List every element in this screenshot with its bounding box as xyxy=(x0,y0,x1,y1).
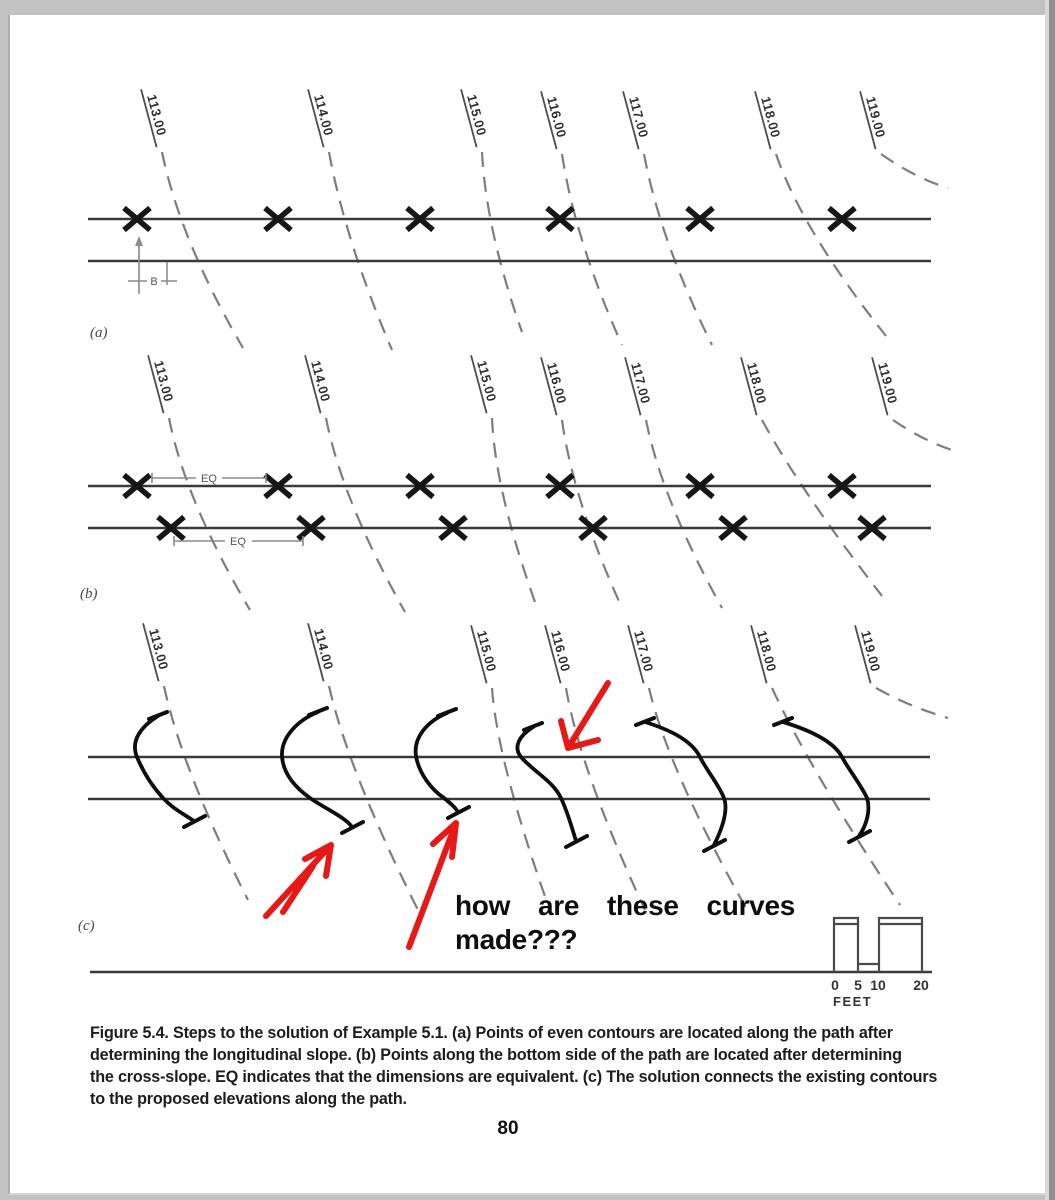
svg-text:116.00: 116.00 xyxy=(548,628,574,674)
svg-text:118.00: 118.00 xyxy=(754,628,780,674)
contour-label xyxy=(143,619,174,681)
contour-lines-b xyxy=(169,418,958,612)
svg-text:114.00: 114.00 xyxy=(308,358,334,404)
caption-line: determining the longitudinal slope. (b) Points along the bottom side of the path are located after determining xyxy=(90,1045,902,1064)
contour-label xyxy=(755,87,786,149)
contour-label xyxy=(872,353,903,415)
contour-label xyxy=(541,353,572,415)
path-edges-c xyxy=(88,757,930,799)
eq-dimension-top xyxy=(152,473,266,485)
b-dimension-label: B xyxy=(150,276,158,288)
red-arrow-down xyxy=(561,683,608,748)
panel-label-a: (a) xyxy=(90,325,108,341)
svg-text:115.00: 115.00 xyxy=(474,358,500,404)
question-line-1: how are these curves xyxy=(455,890,795,921)
solution-curves xyxy=(135,708,870,851)
svg-text:118.00: 118.00 xyxy=(744,360,770,406)
eq-dimension-bottom xyxy=(174,536,303,548)
svg-text:EQ: EQ xyxy=(201,473,217,485)
panel-label-b: (b) xyxy=(80,586,98,602)
caption-line: Figure 5.4. Steps to the solution of Example 5.1. (a) Points of even contours are located along the path after xyxy=(90,1023,893,1042)
scale-bar xyxy=(831,918,929,1009)
contour-label xyxy=(461,85,492,147)
panel-a xyxy=(88,85,948,350)
red-arrow-up-left xyxy=(266,845,331,916)
contour-label xyxy=(541,87,572,149)
svg-text:113.00: 113.00 xyxy=(146,626,172,672)
red-arrow-up-middle xyxy=(409,823,456,947)
scale-tick-0: 0 xyxy=(831,977,839,993)
panel-label-c: (c) xyxy=(78,918,95,934)
contour-label xyxy=(741,353,772,415)
scale-tick-5: 5 xyxy=(854,977,862,993)
path-edges-a xyxy=(88,219,931,261)
svg-text:114.00: 114.00 xyxy=(311,92,337,138)
contour-label xyxy=(751,621,782,683)
svg-text:116.00: 116.00 xyxy=(544,94,570,140)
contour-lines-c xyxy=(164,686,948,915)
contour-label xyxy=(855,621,886,683)
contour-label xyxy=(545,621,576,683)
svg-text:118.00: 118.00 xyxy=(758,94,784,140)
contour-label xyxy=(308,85,339,147)
svg-text:117.00: 117.00 xyxy=(626,94,652,140)
handwritten-question xyxy=(455,889,795,957)
contour-label xyxy=(148,351,179,413)
contour-label xyxy=(305,351,336,413)
svg-text:113.00: 113.00 xyxy=(151,358,177,404)
svg-text:116.00: 116.00 xyxy=(544,360,570,406)
svg-text:115.00: 115.00 xyxy=(474,628,500,674)
contour-label xyxy=(860,87,891,149)
panel-b xyxy=(80,351,958,612)
svg-text:119.00: 119.00 xyxy=(858,628,884,674)
svg-text:115.00: 115.00 xyxy=(464,92,490,138)
scale-unit-label: FEET xyxy=(833,994,873,1009)
contour-label xyxy=(141,85,172,147)
svg-text:114.00: 114.00 xyxy=(311,626,337,672)
question-line-2: made??? xyxy=(455,924,578,955)
scale-tick-10: 10 xyxy=(870,977,886,993)
contour-lines-a xyxy=(162,152,948,350)
svg-text:117.00: 117.00 xyxy=(631,628,657,674)
svg-text:EQ: EQ xyxy=(230,536,246,548)
contour-label xyxy=(471,621,502,683)
contour-label xyxy=(623,87,654,149)
caption-line: the cross-slope. EQ indicates that the dimensions are equivalent. (c) The solution connects the existing contours xyxy=(90,1067,938,1086)
b-dimension xyxy=(128,236,177,294)
contour-label xyxy=(625,353,656,415)
scale-tick-20: 20 xyxy=(913,977,929,993)
contour-label xyxy=(628,621,659,683)
contour-label xyxy=(471,351,502,413)
contour-label xyxy=(308,619,339,681)
svg-text:113.00: 113.00 xyxy=(144,92,170,138)
caption-line: to the proposed elevations along the path. xyxy=(90,1089,407,1108)
svg-text:119.00: 119.00 xyxy=(863,94,889,140)
figure-caption xyxy=(90,1022,950,1110)
svg-text:117.00: 117.00 xyxy=(628,360,654,406)
svg-text:119.00: 119.00 xyxy=(875,360,901,406)
page-number: 80 xyxy=(497,1118,519,1139)
